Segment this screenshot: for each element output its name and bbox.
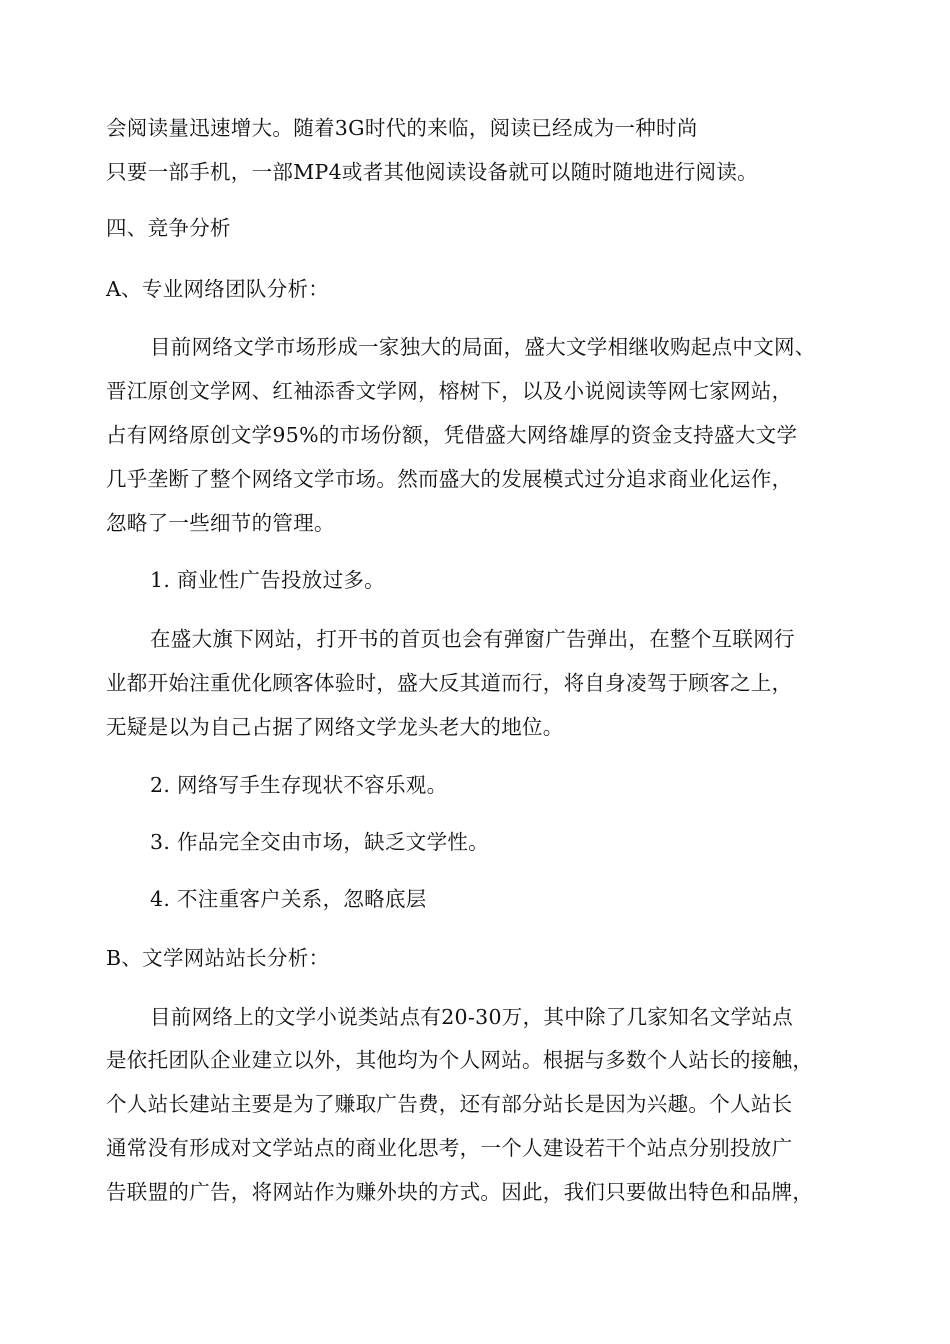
paragraph-line: 在盛大旗下网站，打开书的首页也会有弹窗广告弹出，在整个互联网行 [150,627,795,651]
list-item: 3. 作品完全交由市场，缺乏文学性。 [150,830,489,854]
section-heading: 四、竞争分析 [106,216,231,240]
paragraph-line: 告联盟的广告，将网站作为赚外块的方式。因此，我们只要做出特色和品牌， [106,1180,814,1204]
paragraph-line: 占有网络原创文学95%的市场份额，凭借盛大网络雄厚的资金支持盛大文学 [106,423,798,447]
subsection-heading: B、文学网站站长分析： [106,946,330,970]
paragraph-line: 几乎垄断了整个网络文学市场。然而盛大的发展模式过分追求商业化运作， [106,467,793,491]
paragraph-line: 通常没有形成对文学站点的商业化思考，一个人建设若干个站点分别投放广 [106,1136,793,1160]
subsection-heading: A、专业网络团队分析： [106,277,330,301]
paragraph-line: 目前网络文学市场形成一家独大的局面，盛大文学相继收购起点中文网、 [150,335,816,359]
paragraph-line: 晋江原创文学网、红袖添香文学网，榕树下，以及小说阅读等网七家网站， [106,379,793,403]
paragraph-line: 是依托团队企业建立以外，其他均为个人网站。根据与多数个人站长的接触， [106,1048,814,1072]
paragraph-line: 无疑是以为自己占据了网络文学龙头老大的地位。 [106,715,564,739]
paragraph-line: 忽略了一些细节的管理。 [106,511,335,535]
paragraph-line: 业都开始注重优化顾客体验时，盛大反其道而行，将自身凌驾于顾客之上， [106,671,793,695]
list-item: 4. 不注重客户关系，忽略底层 [150,887,427,911]
paragraph-line: 目前网络上的文学小说类站点有20-30万，其中除了几家知名文学站点 [150,1005,793,1029]
list-item: 1. 商业性广告投放过多。 [150,568,385,592]
paragraph-line: 会阅读量迅速增大。随着3G时代的来临，阅读已经成为一种时尚 [106,116,698,140]
list-item: 2. 网络写手生存现状不容乐观。 [150,773,448,797]
paragraph-line: 个人站长建站主要是为了赚取广告费，还有部分站长是因为兴趣。个人站长 [106,1092,793,1116]
paragraph-line: 只要一部手机，一部MP4或者其他阅读设备就可以随时随地进行阅读。 [106,160,758,184]
